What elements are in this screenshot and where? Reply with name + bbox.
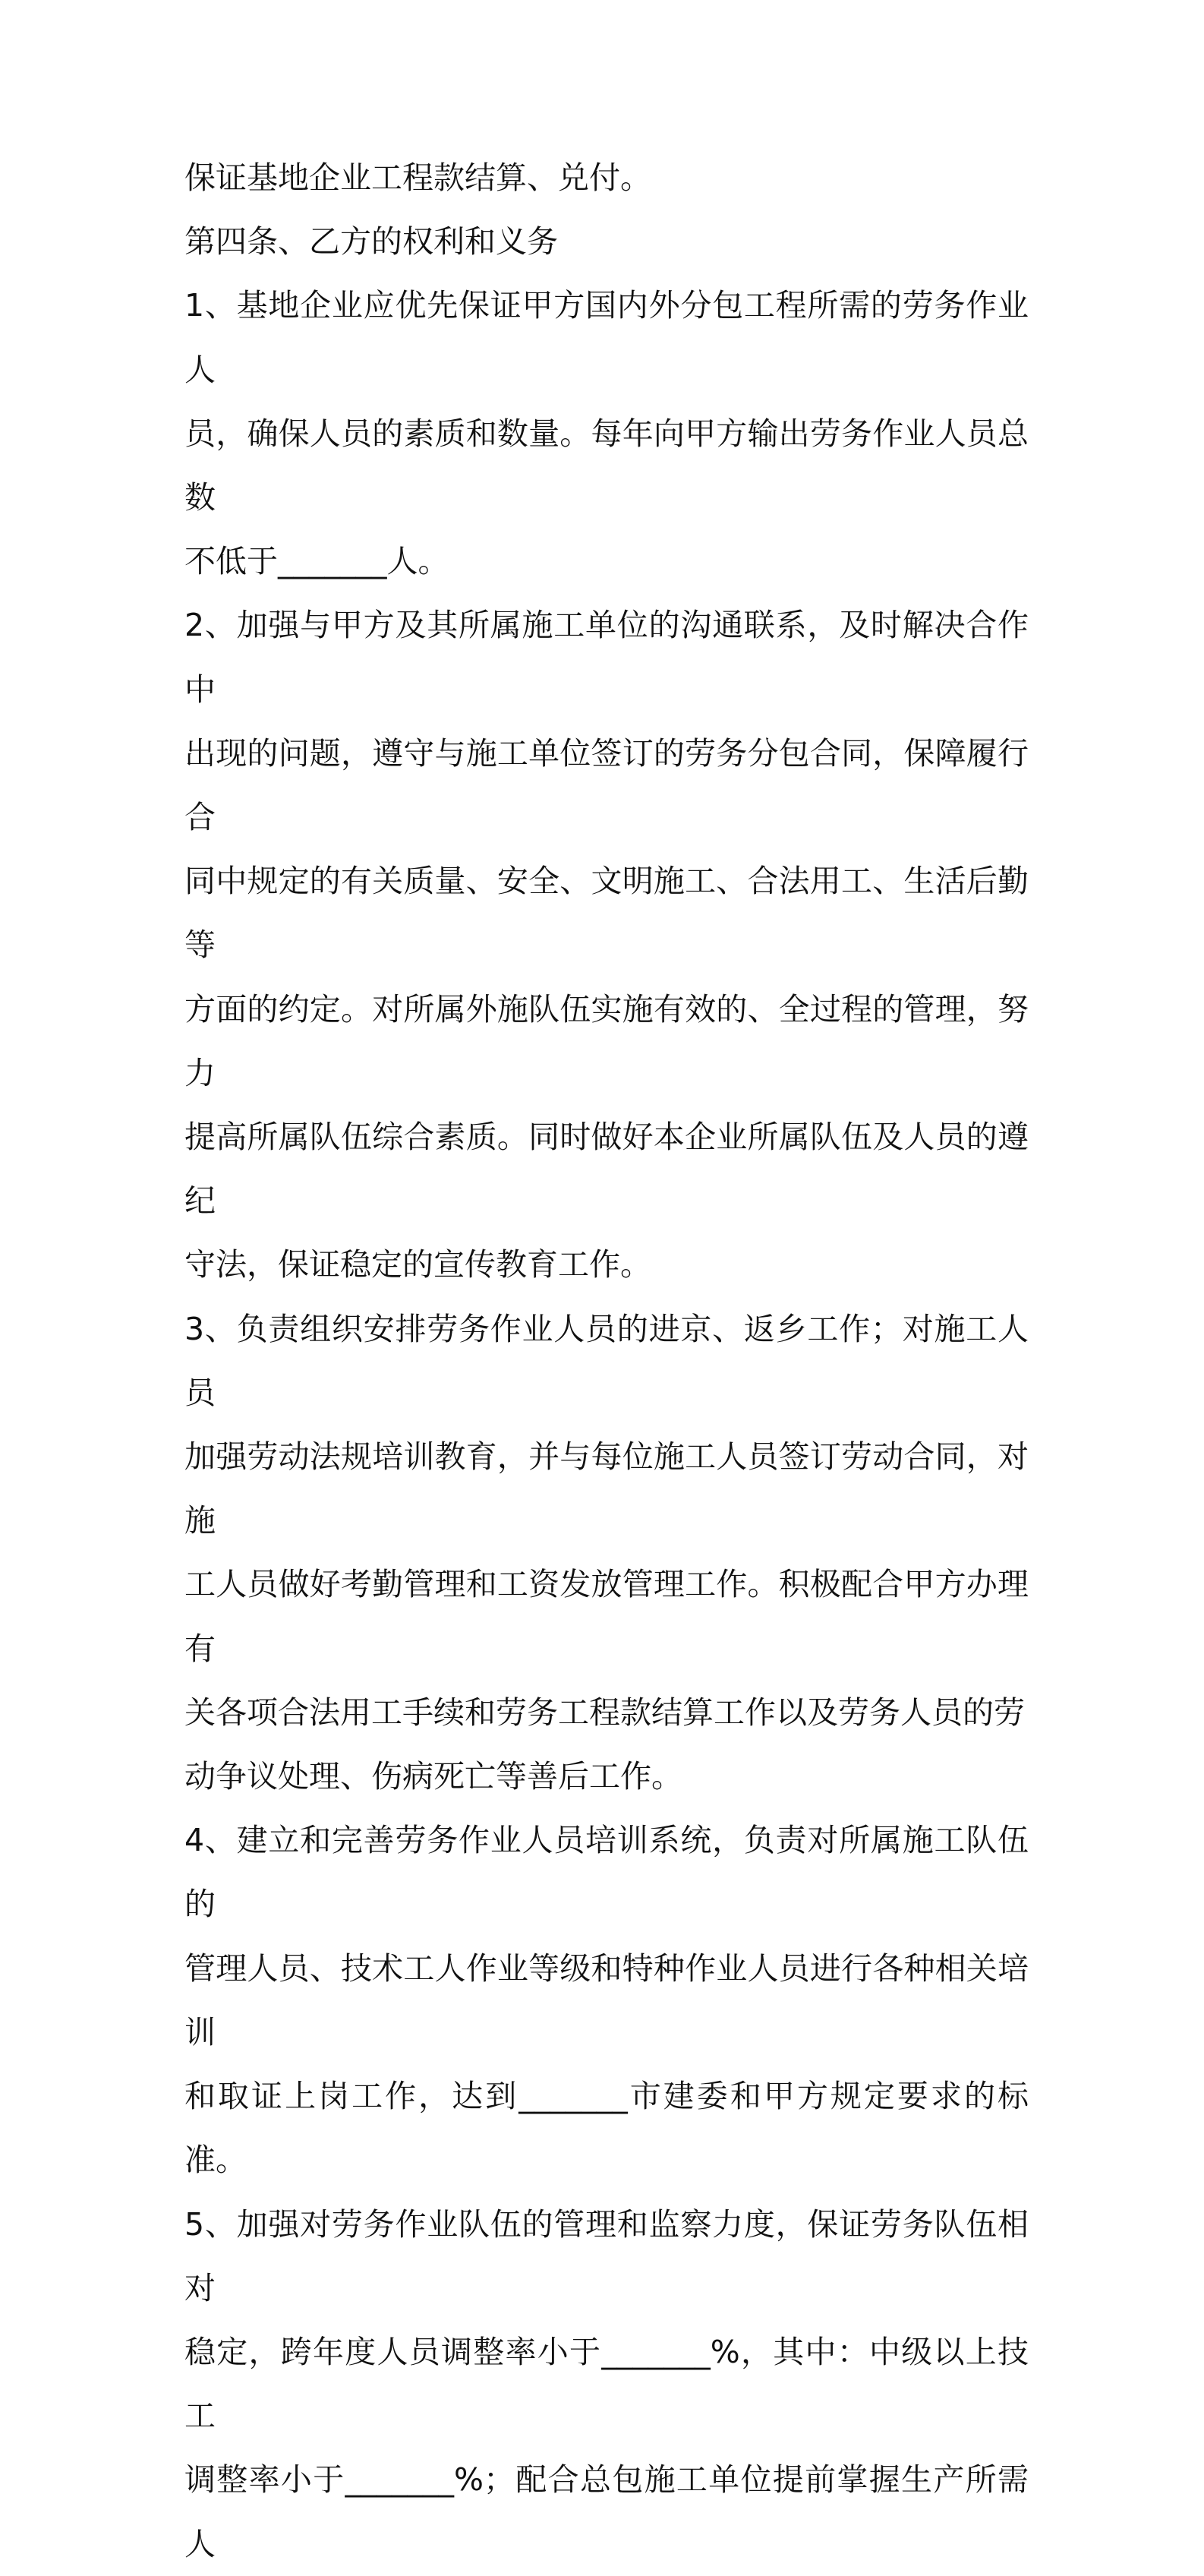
text-line: 关各项合法用工手续和劳务工程款结算工作以及劳务人员的劳 bbox=[184, 1694, 1025, 1731]
text-line: 出现的问题，遵守与施工单位签订的劳务分包合同，保障履行合 bbox=[184, 734, 1029, 836]
document-body bbox=[184, 146, 1029, 2576]
text-line: 同中规定的有关质量、安全、文明施工、合法用工、生活后勤等 bbox=[184, 863, 1029, 964]
text-line: 和取证上岗工作，达到_______市建委和甲方规定要求的标准。 bbox=[184, 2078, 1029, 2179]
text-line: 员，确保人员的素质和数量。每年向甲方输出劳务作业人员总数 bbox=[184, 415, 1029, 516]
section-heading: 第四条、乙方的权利和义务 bbox=[184, 223, 558, 260]
text-line: 调整率小于_______%；配合总包施工单位提前掌握生产所需人 bbox=[184, 2461, 1029, 2562]
text-line: 1、基地企业应优先保证甲方国内外分包工程所需的劳务作业人 bbox=[184, 287, 1029, 388]
text-line: 2、加强与甲方及其所属施工单位的沟通联系，及时解决合作中 bbox=[184, 607, 1029, 708]
text-line: 方面的约定。对所属外施队伍实施有效的、全过程的管理，努力 bbox=[184, 990, 1029, 1091]
text-line: 3、负责组织安排劳务作业人员的进京、返乡工作；对施工人员 bbox=[184, 1310, 1029, 1411]
text-line: 4、建立和完善劳务作业人员培训系统，负责对所属施工队伍的 bbox=[184, 1822, 1029, 1923]
text-line: 加强劳动法规培训教育，并与每位施工人员签订劳动合同，对施 bbox=[184, 1438, 1029, 1539]
text-line: 工人员做好考勤管理和工资发放管理工作。积极配合甲方办理有 bbox=[184, 1566, 1029, 1667]
text-line: 5、加强对劳务作业队伍的管理和监察力度，保证劳务队伍相对 bbox=[184, 2205, 1029, 2306]
text-line: 守法，保证稳定的宣传教育工作。 bbox=[184, 1246, 651, 1283]
text-line: 动争议处理、伤病死亡等善后工作。 bbox=[184, 1758, 682, 1795]
text-line: 管理人员、技术工人作业等级和特种作业人员进行各种相关培训 bbox=[184, 1949, 1029, 2050]
text-line: 不低于_______人。 bbox=[184, 543, 449, 580]
text-line: 提高所属队伍综合素质。同时做好本企业所属队伍及人员的遵纪 bbox=[184, 1119, 1029, 1220]
text-line: 稳定，跨年度人员调整率小于_______%，其中：中级以上技工 bbox=[184, 2333, 1029, 2435]
text-line: 保证基地企业工程款结算、兑付。 bbox=[184, 159, 651, 196]
